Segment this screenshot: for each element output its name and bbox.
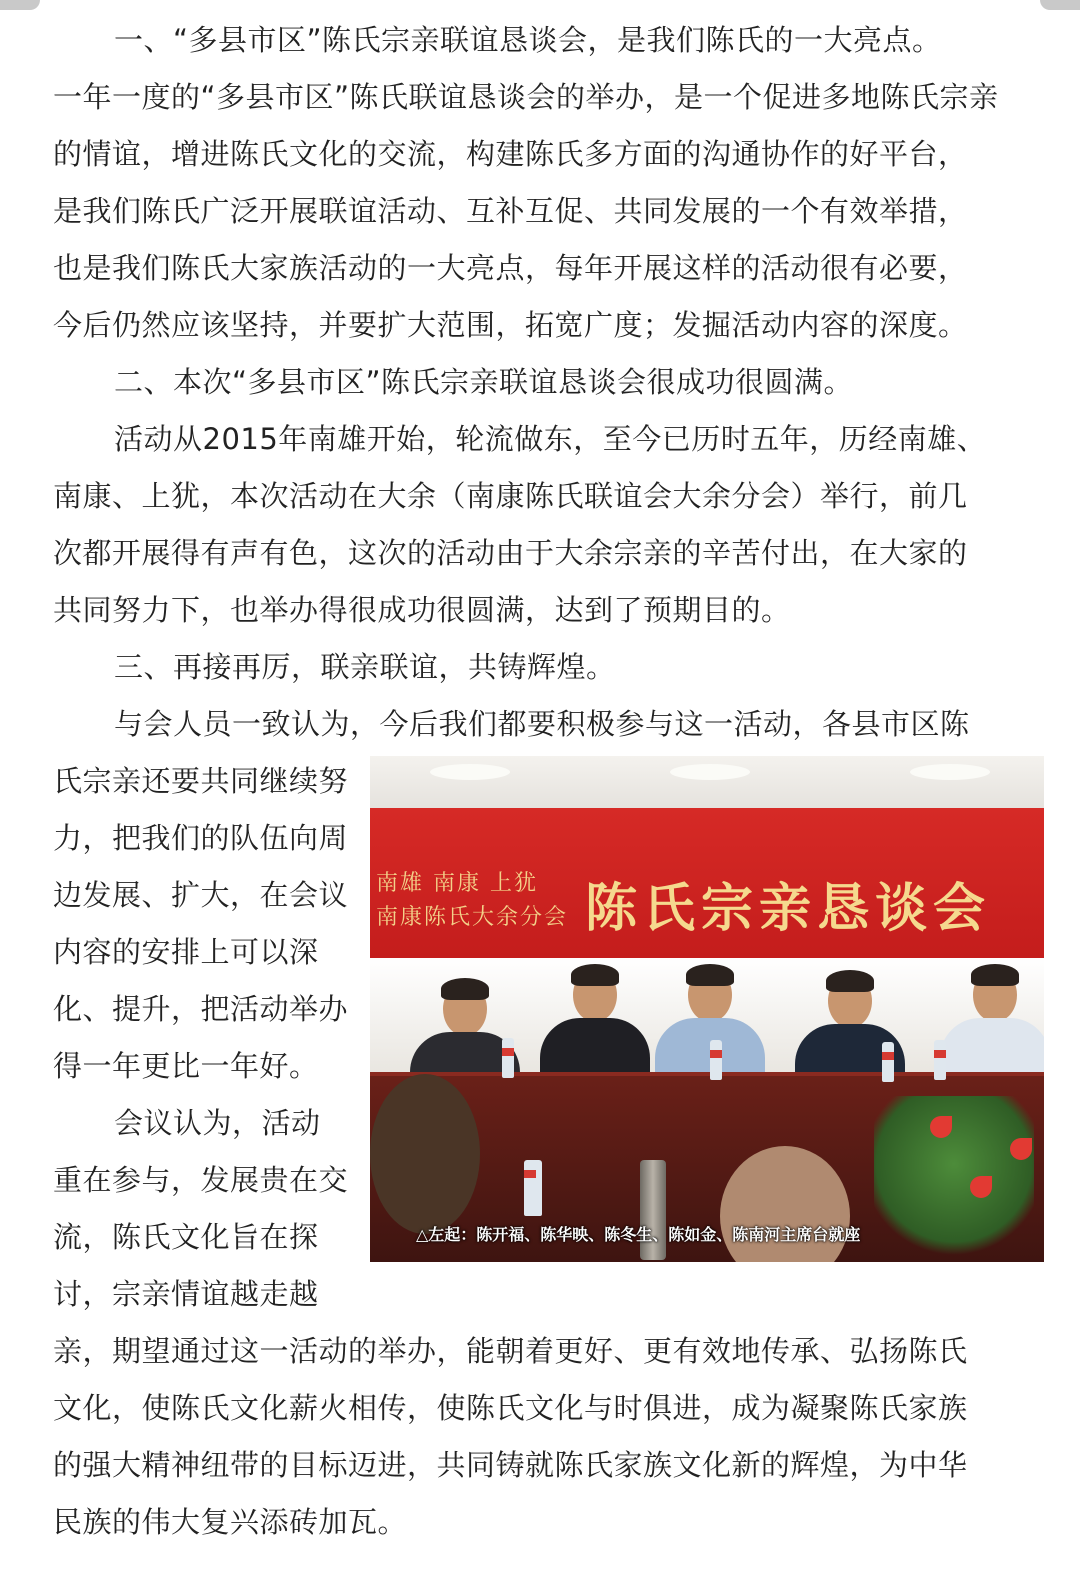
paragraph-line: 是我们陈氏广泛开展联谊活动、互补互促、共同发展的一个有效举措， <box>53 194 968 228</box>
water-bottle <box>934 1040 946 1080</box>
paragraph-line: 次都开展得有声有色，这次的活动由于大余宗亲的辛苦付出，在大家的 <box>53 536 968 570</box>
red-banner <box>370 808 1044 958</box>
top-edge-decoration <box>1040 0 1080 10</box>
person-hair <box>571 964 619 986</box>
flower <box>930 1116 952 1138</box>
heading-2: 二、本次“多县市区”陈氏宗亲联谊恳谈会很成功很圆满。 <box>114 365 854 399</box>
person-hair <box>686 964 734 986</box>
paragraph-line: 民族的伟大复兴添砖加瓦。 <box>53 1505 408 1539</box>
paragraph-line: 氏宗亲还要共同继续努 <box>53 764 349 798</box>
photo-caption: △左起：陈开福、陈华映、陈冬生、陈如金、陈南河主席台就座 <box>416 1225 861 1244</box>
foreground-head <box>370 1074 480 1234</box>
heading-3: 三、再接再厉，联亲联谊，共铸辉煌。 <box>114 650 616 684</box>
paragraph-line: 得一年更比一年好。 <box>53 1049 319 1083</box>
photo-ceiling <box>370 756 1044 816</box>
banner-title: 陈氏宗亲恳谈会 <box>585 878 992 939</box>
paragraph-line: 亲，期望通过这一活动的举办，能朝着更好、更有效地传承、弘扬陈氏 <box>53 1334 968 1368</box>
paragraph-line: 流，陈氏文化旨在探 <box>53 1220 319 1254</box>
paragraph-line: 力，把我们的队伍向周 <box>53 821 349 855</box>
meeting-photo <box>370 756 1044 1262</box>
water-bottle <box>710 1040 722 1080</box>
paragraph-line: 的情谊，增进陈氏文化的交流，构建陈氏多方面的沟通协作的好平台， <box>53 137 968 171</box>
heading-1: 一、“多县市区”陈氏宗亲联谊恳谈会，是我们陈氏的一大亮点。 <box>114 23 942 57</box>
paragraph-line: 共同努力下，也举办得很成功很圆满，达到了预期目的。 <box>53 593 791 627</box>
person-hair <box>441 978 489 1000</box>
paragraph-line: 内容的安排上可以深 <box>53 935 319 969</box>
flower <box>1010 1138 1032 1160</box>
person-hair <box>826 970 874 992</box>
paragraph-line: 文化，使陈氏文化薪火相传，使陈氏文化与时俱进，成为凝聚陈氏家族 <box>53 1391 968 1425</box>
flower <box>970 1176 992 1198</box>
thermos <box>640 1160 666 1260</box>
ceiling-light <box>910 764 990 780</box>
ceiling-light <box>670 764 750 780</box>
paragraph-line: 一年一度的“多县市区”陈氏联谊恳谈会的举办，是一个促进多地陈氏宗亲 <box>53 80 999 114</box>
banner-small-text: 南康陈氏大余分会 <box>376 905 569 930</box>
paragraph-line: 边发展、扩大，在会议 <box>53 878 349 912</box>
person <box>940 968 1044 1078</box>
person <box>540 968 650 1078</box>
water-bottle <box>882 1042 894 1082</box>
banner-small-text: 南雄 南康 上犹 <box>376 871 538 896</box>
water-bottle <box>524 1160 542 1216</box>
person-hair <box>971 964 1019 986</box>
potted-plant <box>874 1096 1034 1262</box>
paragraph-line: 的强大精神纽带的目标迈进，共同铸就陈氏家族文化新的辉煌，为中华 <box>53 1448 968 1482</box>
paragraph-line: 活动从2015年南雄开始，轮流做东，至今已历时五年，历经南雄、 <box>114 422 987 456</box>
paragraph-line: 与会人员一致认为，今后我们都要积极参与这一活动，各县市区陈 <box>114 707 970 741</box>
paragraph-line: 化、提升，把活动举办 <box>53 992 349 1026</box>
paragraph-line: 重在参与，发展贵在交 <box>53 1163 349 1197</box>
paragraph-line: 讨，宗亲情谊越走越 <box>53 1277 319 1311</box>
top-edge-decoration <box>0 0 40 10</box>
water-bottle <box>502 1038 514 1078</box>
paragraph-line: 会议认为，活动 <box>114 1106 321 1140</box>
paragraph-line: 南康、上犹，本次活动在大余（南康陈氏联谊会大余分会）举行，前几 <box>53 479 968 513</box>
paragraph-line: 今后仍然应该坚持，并要扩大范围，拓宽广度；发掘活动内容的深度。 <box>53 308 968 342</box>
paragraph-line: 也是我们陈氏大家族活动的一大亮点，每年开展这样的活动很有必要， <box>53 251 968 285</box>
ceiling-light <box>430 764 510 780</box>
